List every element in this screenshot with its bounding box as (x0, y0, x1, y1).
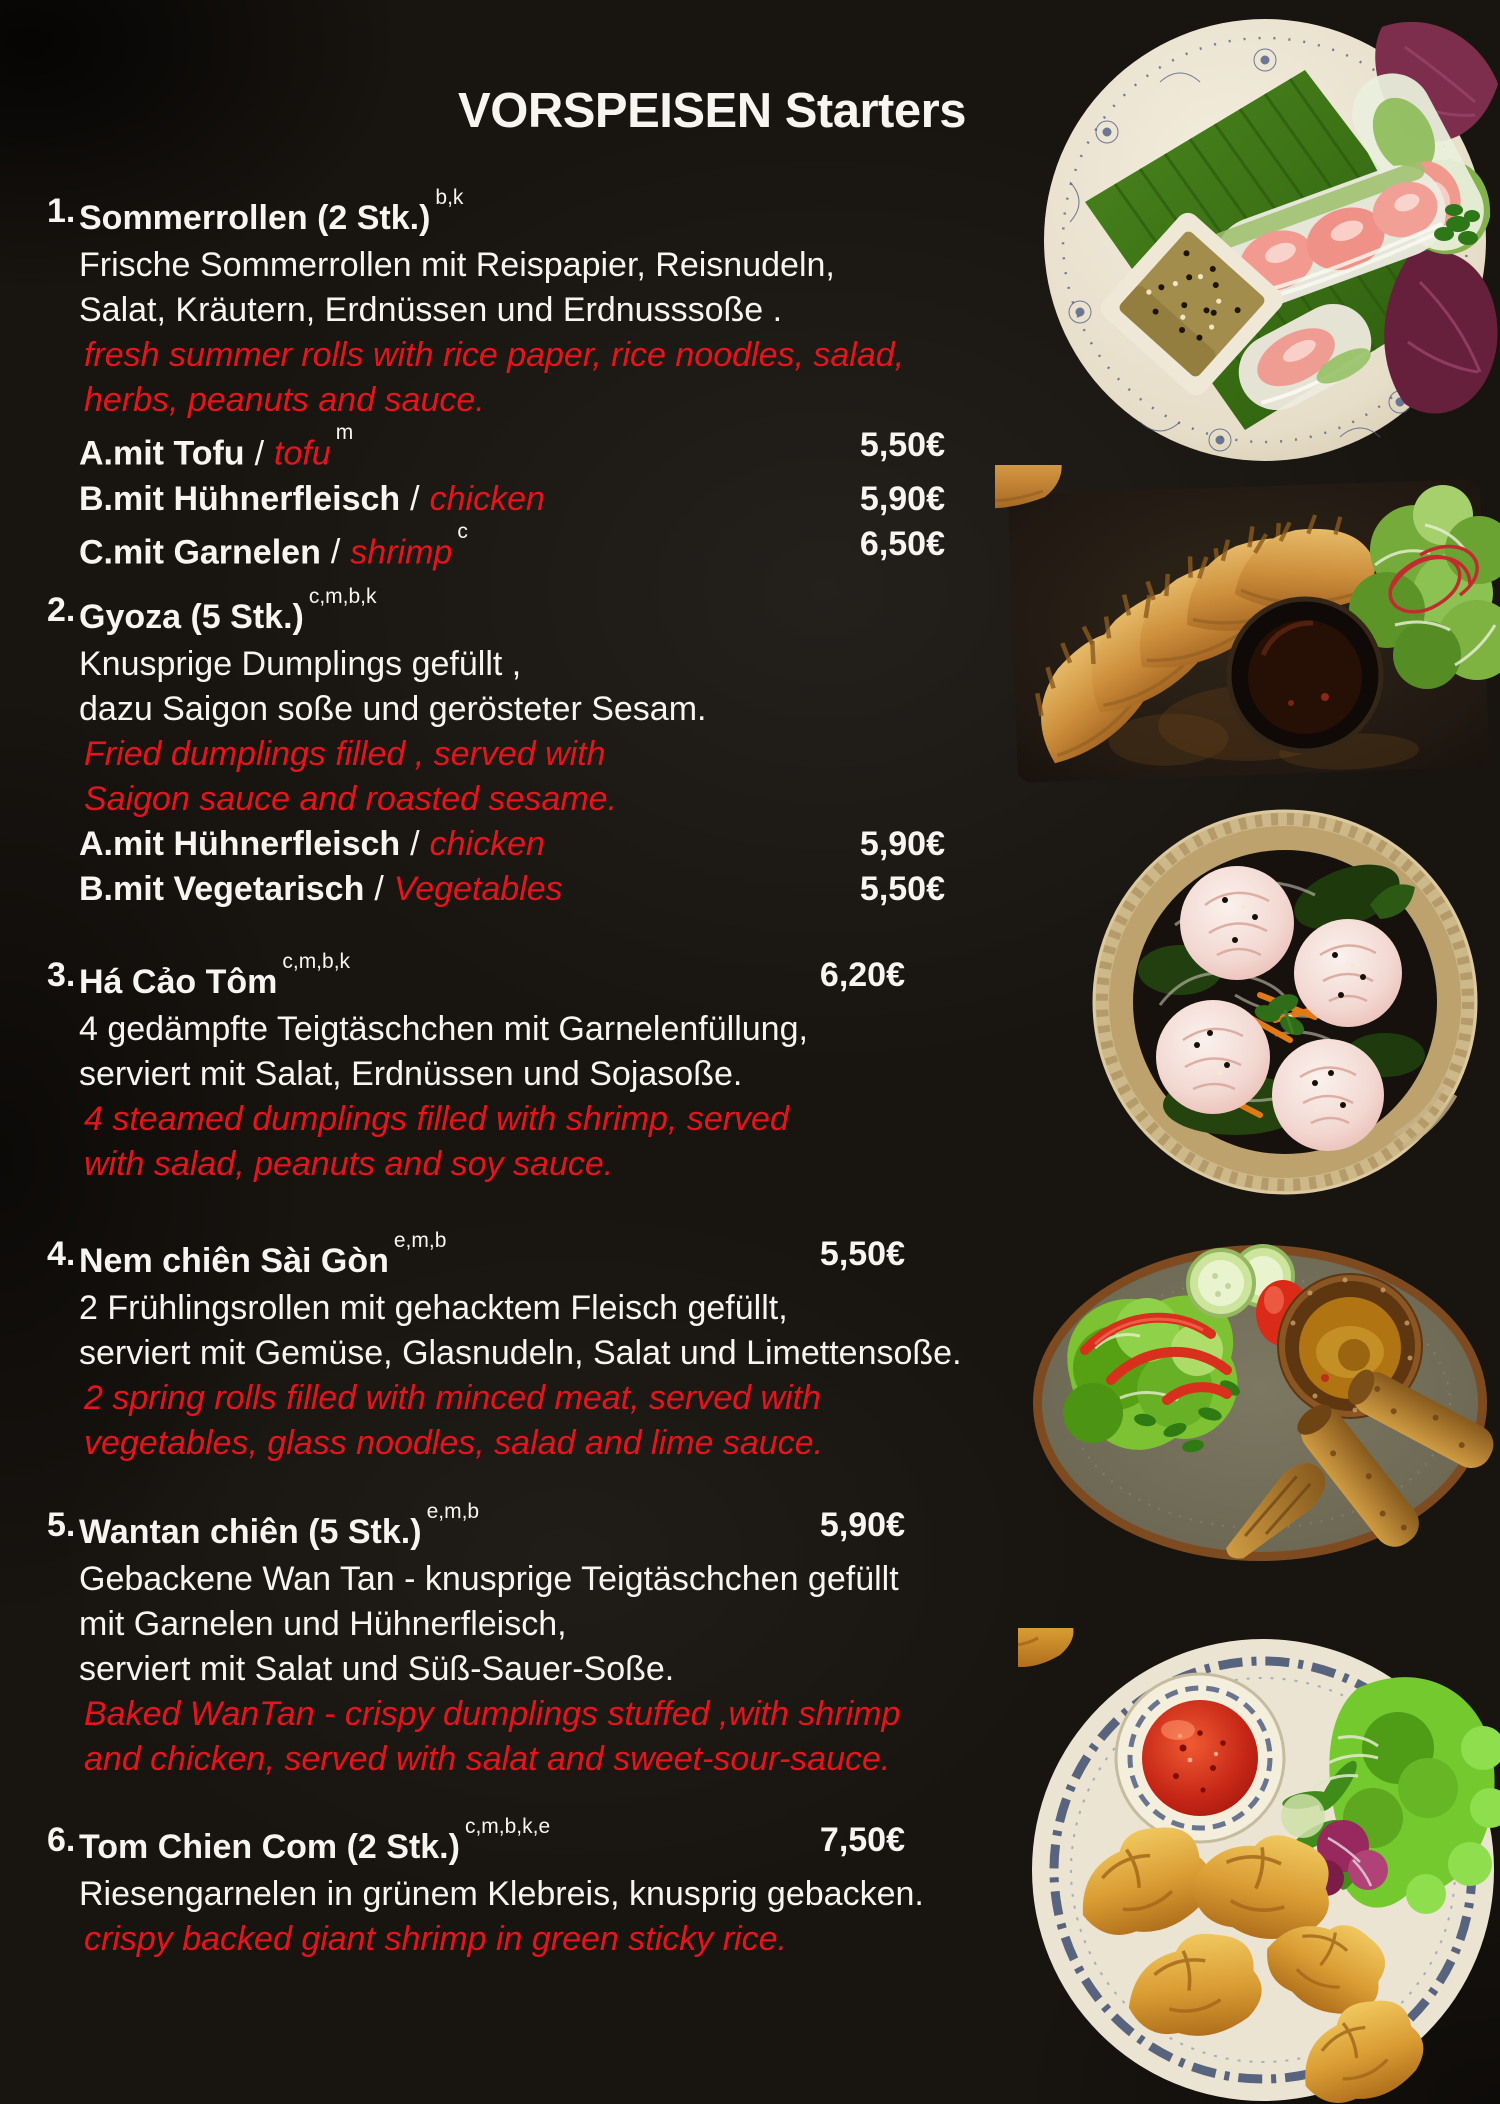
allergen-superscript: e,m,b (426, 1500, 480, 1523)
allergen-superscript: c,m,b,k,e (464, 1815, 551, 1838)
option-separator: / (374, 870, 384, 909)
item-heading (40, 186, 945, 243)
item-description-en: 2 spring rolls filled with minced meat, served with (84, 1379, 821, 1418)
option-label-de: B.mit Vegetarisch (79, 870, 365, 909)
item-name: Tom Chien Com (2 Stk.) (79, 1828, 460, 1867)
option-separator: / (410, 825, 420, 864)
item-heading (40, 1229, 945, 1286)
option-label-de: A.mit Tofu (79, 434, 245, 473)
option-row (40, 519, 945, 575)
item-description-de: serviert mit Gemüse, Glasnudeln, Salat und Limettensoße. (79, 1334, 962, 1373)
item-heading (40, 585, 945, 642)
item-name: Gyoza (5 Stk.) (79, 598, 304, 637)
page-title: VORSPEISEN Starters (458, 83, 966, 138)
option-row (40, 822, 945, 867)
item-heading (40, 1500, 945, 1557)
item-number: 4. (47, 1235, 76, 1273)
item-description-en: and chicken, served with salat and sweet-sour-sauce. (84, 1740, 891, 1779)
wantan-photo (1018, 1628, 1500, 2104)
item-description-en: crispy backed giant shrimp in green sticky rice. (84, 1920, 787, 1959)
item-description-en: fresh summer rolls with rice paper, rice noodles, salad, (84, 336, 905, 375)
allergen-superscript: c,m,b,k (282, 950, 351, 973)
allergen-superscript: c (457, 519, 468, 543)
item-description-de: Riesengarnelen in grünem Klebreis, knusprig gebacken. (79, 1875, 924, 1914)
item-description-en: Baked WanTan - crispy dumplings stuffed ,with shrimp (84, 1695, 901, 1734)
item-description-de: Knusprige Dumplings gefüllt , (79, 645, 522, 684)
item-description-de: Gebackene Wan Tan - knusprige Teigtäschchen gefüllt (79, 1560, 899, 1599)
option-row (40, 477, 945, 522)
item-name: Há Cảo Tôm (79, 963, 278, 1002)
allergen-superscript: m (335, 421, 354, 445)
menu-item-wantan (40, 1500, 945, 1782)
item-number: 3. (47, 956, 76, 994)
item-description-de: mit Garnelen und Hühnerfleisch, (79, 1605, 567, 1644)
option-price: 5,50€ (859, 426, 945, 465)
item-description-en: with salad, peanuts and soy sauce. (84, 1145, 614, 1184)
item-number: 1. (47, 192, 76, 230)
item-number: 2. (47, 591, 76, 629)
option-price: 5,90€ (859, 479, 945, 518)
option-label-de: C.mit Garnelen (79, 532, 321, 571)
item-name: Wantan chiên (5 Stk.) (79, 1513, 422, 1552)
option-price: 5,50€ (859, 870, 945, 909)
menu-item-nem-chien (40, 1229, 962, 1466)
item-description-de: Frische Sommerrollen mit Reispapier, Reisnudeln, (79, 246, 835, 285)
item-price: 7,50€ (819, 1821, 905, 1859)
option-label-en: tofu (274, 434, 331, 473)
menu-item-gyoza (40, 585, 945, 912)
item-description-de: dazu Saigon soße und gerösteter Sesam. (79, 690, 707, 729)
gyoza-photo (995, 465, 1500, 800)
item-price: 5,50€ (819, 1235, 905, 1273)
menu-item-ha-cao-tom (40, 950, 945, 1187)
item-description-en: 4 steamed dumplings filled with shrimp, served (84, 1100, 789, 1139)
nem-chien-photo (1025, 1228, 1495, 1563)
option-row (40, 867, 945, 912)
option-row (40, 423, 945, 476)
option-separator: / (254, 434, 265, 473)
option-label-de: B.mit Hühnerfleisch (79, 479, 401, 518)
item-price: 5,90€ (819, 1506, 905, 1544)
item-number: 5. (47, 1506, 76, 1544)
item-description-de: 2 Frühlingsrollen mit gehacktem Fleisch gefüllt, (79, 1289, 788, 1328)
menu-item-sommerrollen (40, 186, 945, 575)
menu-item-tom-chien-com (40, 1815, 945, 1962)
option-price: 5,90€ (859, 825, 945, 864)
item-number: 6. (47, 1821, 76, 1859)
item-price: 6,20€ (819, 956, 905, 994)
summer-rolls-photo (1010, 12, 1500, 462)
allergen-superscript: e,m,b (393, 1229, 447, 1252)
item-heading (40, 950, 945, 1007)
item-description-de: serviert mit Salat und Süß-Sauer-Soße. (79, 1650, 675, 1689)
option-separator: / (330, 532, 341, 571)
item-name: Nem chiên Sài Gòn (79, 1242, 389, 1281)
option-label-en: chicken (429, 825, 545, 864)
option-label-de: A.mit Hühnerfleisch (79, 825, 401, 864)
item-description-en: Saigon sauce and roasted sesame. (84, 780, 618, 819)
item-description-en: herbs, peanuts and sauce. (84, 381, 485, 420)
item-description-en: Fried dumplings filled , served with (84, 735, 606, 774)
allergen-superscript: b,k (435, 186, 464, 209)
option-separator: / (410, 479, 420, 518)
option-label-en: Vegetables (393, 870, 563, 909)
option-price: 6,50€ (859, 524, 945, 563)
item-description-de: serviert mit Salat, Erdnüssen und Sojasoße. (79, 1055, 743, 1094)
item-name: Sommerrollen (2 Stk.) (79, 199, 431, 238)
allergen-superscript: c,m,b,k (308, 585, 377, 608)
item-heading (40, 1815, 945, 1872)
item-description-de: Salat, Kräutern, Erdnüssen und Erdnusssoße . (79, 291, 783, 330)
option-label-en: chicken (429, 479, 545, 518)
item-description-en: vegetables, glass noodles, salad and lime sauce. (84, 1424, 824, 1463)
ha-cao-tom-photo (1085, 805, 1485, 1200)
item-description-de: 4 gedämpfte Teigtäschchen mit Garnelenfüllung, (79, 1010, 808, 1049)
option-label-en: shrimp (350, 532, 453, 571)
